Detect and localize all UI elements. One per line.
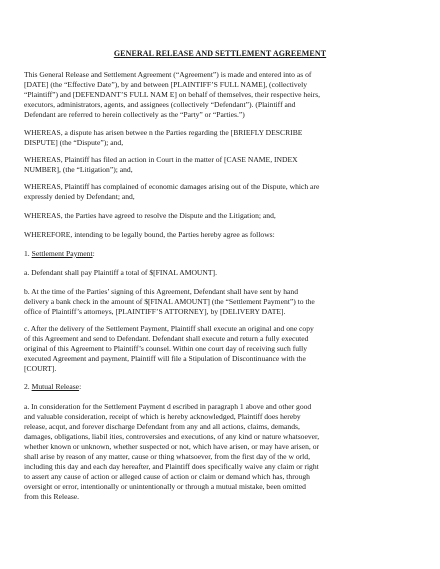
text-line: shall arise by reason of any matter, cause or thing whatsoever, from the first day of the w orld, bbox=[24, 452, 310, 461]
text-line: to assert any cause of action or alleged cause of action or claim or demand which has, through bbox=[24, 472, 310, 481]
intro-paragraph bbox=[24, 70, 416, 120]
wherefore-paragraph bbox=[24, 230, 416, 240]
text-line: of this Agreement and send to Defendant. Defendant shall execute and return a fully executed bbox=[24, 334, 309, 343]
text-line: original of this Agreement to Plaintiff’s counsel. Within one court day of receiving such fully bbox=[24, 344, 308, 353]
text-line: from this Release. bbox=[24, 492, 80, 501]
text-line: [COURT]. bbox=[24, 364, 57, 373]
text-line: DISPUTE] (the “Dispute”); and, bbox=[24, 138, 124, 147]
document-title: GENERAL RELEASE AND SETTLEMENT AGREEMENT bbox=[113, 49, 327, 58]
section-heading-mutual-release bbox=[24, 382, 81, 392]
text-line: expressly denied by Defendant; and, bbox=[24, 192, 135, 201]
text-line: WHEREAS, the Parties have agreed to resolve the Dispute and the Litigation; and, bbox=[24, 211, 276, 220]
text-line: WHEREAS, a dispute has arisen betwee n the Parties regarding the [BRIEFLY DESCRIBE bbox=[24, 128, 303, 137]
section-number: 1. bbox=[24, 249, 30, 258]
text-line: and valuable consideration, receipt of which is hereby acknowledged, Plaintiff does hereby bbox=[24, 412, 301, 421]
settlement-paragraph-b bbox=[24, 287, 416, 317]
text-line: c. After the delivery of the Settlement Payment, Plaintiff shall execute an original and one copy bbox=[24, 324, 314, 333]
settlement-paragraph-a bbox=[24, 268, 416, 278]
section-suffix: : bbox=[79, 382, 82, 391]
text-line: damages, obligations, liabil ities, controversies and executions, of any kind or nature whatsoever, bbox=[24, 432, 320, 441]
section-suffix: : bbox=[92, 249, 95, 258]
text-line: office of Plaintiff’s attorneys, [PLAINTIFF’S ATTORNEY], by [DELIVERY DATE]. bbox=[24, 307, 286, 316]
section-title: Mutual Release bbox=[31, 382, 80, 391]
text-line: including this day and each day hereafter, and Plaintiff does specifically waive any claim or right bbox=[24, 462, 319, 471]
text-line: WHEREAS, Plaintiff has filed an action in Court in the matter of [CASE NAME, INDEX bbox=[24, 155, 298, 164]
mutual-release-paragraph-a bbox=[24, 402, 416, 502]
whereas-litigation-paragraph bbox=[24, 155, 416, 175]
text-line: [DATE] (the “Effective Date”), by and between [PLAINTIFF’S FULL NAME], (collectively bbox=[24, 80, 307, 89]
whereas-dispute-paragraph bbox=[24, 128, 416, 148]
text-line: oversight or error, intentionally or unintentionally or through a mutual mistake, been omitted bbox=[24, 482, 306, 491]
text-line: release, acqut, and forever discharge Defendant from any and all actions, claims, demands, bbox=[24, 422, 300, 431]
whereas-damages-paragraph bbox=[24, 182, 416, 202]
text-line: NUMBER], (the “Litigation”); and, bbox=[24, 165, 133, 174]
section-heading-settlement-payment bbox=[24, 249, 95, 259]
text-line: b. At the time of the Parties’ signing of this Agreement, Defendant shall have sent by hand bbox=[24, 287, 299, 296]
text-line: This General Release and Settlement Agreement (“Agreement”) is made and entered into as of bbox=[24, 70, 312, 79]
section-number: 2. bbox=[24, 382, 30, 391]
settlement-paragraph-c bbox=[24, 324, 416, 374]
text-line: executed Agreement and payment, Plaintiff will file a Stipulation of Discontinuance with the bbox=[24, 354, 306, 363]
text-line: WHEREFORE, intending to be legally bound, the Parties hereby agree as follows: bbox=[24, 230, 275, 239]
text-line: Defendant are referred to herein collectively as the “Party” or “Parties.”) bbox=[24, 110, 245, 119]
section-title: Settlement Payment bbox=[31, 249, 93, 258]
text-line: executors, administrators, agents, and assignees (collectively “Defendant”). (Plaintiff and bbox=[24, 100, 296, 109]
text-line: delivery a bank check in the amount of $[FINAL AMOUNT] (the “Settlement Payment”) to the bbox=[24, 297, 315, 306]
text-line: a. Defendant shall pay Plaintiff a total of $[FINAL AMOUNT]. bbox=[24, 268, 217, 277]
text-line: “Plaintiff”) and [DEFENDANT’S FULL NAM E] on behalf of themselves, their respective heirs, bbox=[24, 90, 321, 99]
text-line: a. In consideration for the Settlement Payment d escribed in paragraph 1 above and other good bbox=[24, 402, 312, 411]
whereas-resolve-paragraph bbox=[24, 211, 416, 221]
text-line: whether known or unknown, whether suspected or not, which have arisen, or may have arisen, or bbox=[24, 442, 320, 451]
text-line: WHEREAS, Plaintiff has complained of economic damages arising out of the Dispute, which are bbox=[24, 182, 320, 191]
